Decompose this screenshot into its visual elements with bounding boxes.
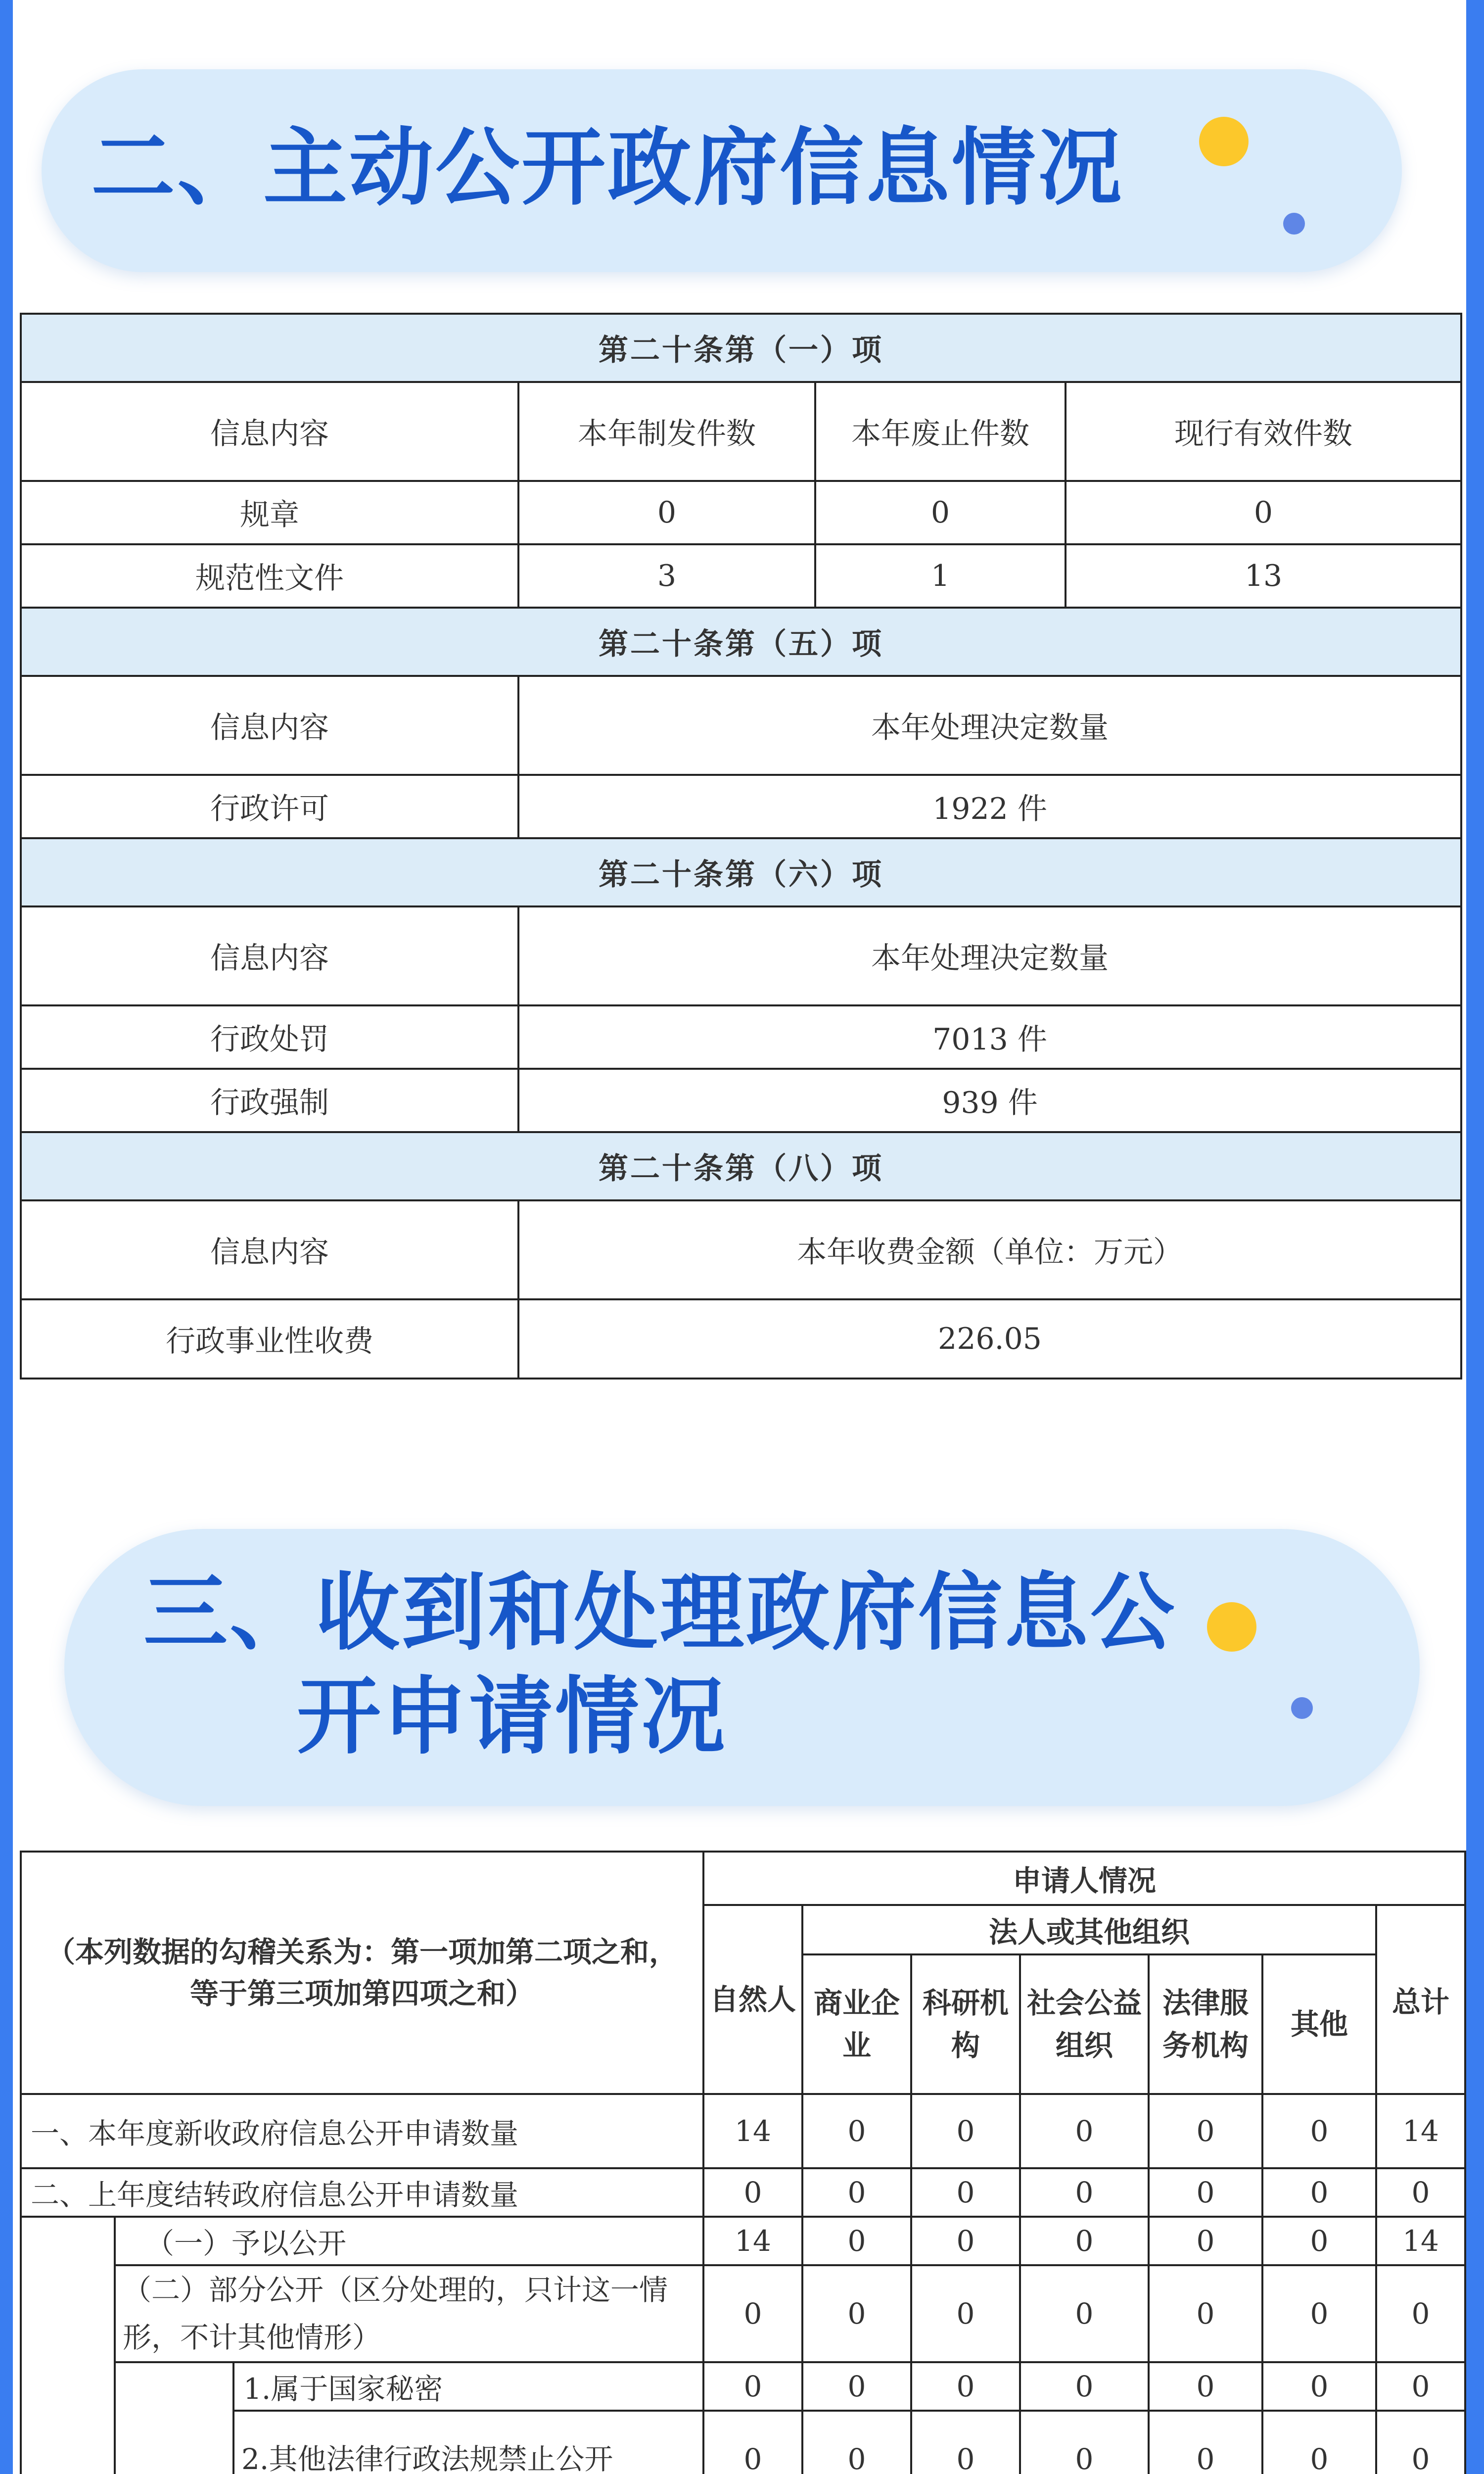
table-row [21,1299,1461,1379]
value-cell: 0 [802,2094,911,2168]
value-cell: 0 [703,2168,802,2217]
value-cell: 13 [1066,544,1461,608]
group-label-withhold [115,2362,233,2474]
value-cell: 0 [1262,2094,1376,2168]
value-cell: 0 [1149,2265,1262,2362]
application-table [20,1851,1466,2474]
yellow-dot-icon [1207,1602,1256,1652]
header-cell: 信息内容 [21,1200,518,1299]
value-cell: 0 [1376,2265,1465,2362]
value-cell: 0 [911,2265,1020,2362]
total-header: 总计 [1376,1905,1465,2094]
value-cell: 0 [1149,2411,1262,2474]
section2-banner [42,69,1402,272]
value-cell: 0 [1149,2168,1262,2217]
header-cell: 本年制发件数 [518,382,815,481]
legal-group-header: 法人或其他组织 [802,1905,1376,1954]
value-cell: 0 [1262,2168,1376,2217]
value-cell: 0 [1020,2265,1149,2362]
table-row [21,481,1461,544]
value-cell: 0 [1020,2362,1149,2411]
value-cell: 0 [802,2217,911,2265]
value-cell: 0 [1262,2265,1376,2362]
header-cell: 本年处理决定数量 [518,676,1461,775]
value-cell: 0 [802,2362,911,2411]
table-row [21,2411,1465,2474]
value-cell: 0 [911,2362,1020,2411]
section3-banner [64,1529,1420,1806]
header-cell: 本年处理决定数量 [518,906,1461,1005]
value-cell: 3 [518,544,815,608]
row-label: 行政处罚 [21,1005,518,1069]
row-label: （二）部分公开（区分处理的，只计这一情形，不计其他情形） [115,2265,703,2362]
value-cell: 0 [1262,2362,1376,2411]
row-label: 规范性文件 [21,544,518,608]
value-cell: 14 [703,2217,802,2265]
value-cell: 0 [1262,2217,1376,2265]
value-cell: 0 [518,481,815,544]
section2-title: 二、主动公开政府信息情况 [91,119,1124,217]
value-cell: 0 [802,2265,911,2362]
table-row [21,544,1461,608]
row-label: 一、本年度新收政府信息公开申请数量 [21,2094,703,2168]
row-label: 行政事业性收费 [21,1299,518,1379]
value-cell: 14 [703,2094,802,2168]
table-row [21,2217,1465,2265]
value-cell: 0 [1149,2362,1262,2411]
value-cell: 0 [802,2411,911,2474]
right-border-stripe [1466,0,1484,2474]
value-cell: 0 [1149,2217,1262,2265]
table-row [21,775,1461,838]
section3-title-line1: 三、收到和处理政府信息公 [143,1564,1177,1662]
value-cell: 1922 件 [518,775,1461,838]
value-cell: 0 [1020,2168,1149,2217]
value-cell: 226.05 [518,1299,1461,1379]
value-cell: 0 [911,2411,1020,2474]
row-label: 1.属于国家秘密 [233,2362,703,2411]
formula-note: （本列数据的勾稽关系为：第一项加第二项之和，等于第三项加第四项之和） [21,1852,703,2094]
col-commercial: 商业企业 [802,1954,911,2094]
table-row [21,1005,1461,1069]
left-border-stripe [0,0,13,2474]
active-disclosure-table [20,313,1462,1380]
article-heading: 第二十条第（六）项 [21,838,1461,906]
value-cell: 0 [815,481,1066,544]
header-cell: 信息内容 [21,382,518,481]
article-heading: 第二十条第（五）项 [21,608,1461,676]
row-label: 行政许可 [21,775,518,838]
section3-title-line2: 开申请情况 [297,1668,728,1766]
value-cell: 14 [1376,2217,1465,2265]
row-label: 行政强制 [21,1069,518,1132]
header-cell: 本年收费金额（单位：万元） [518,1200,1461,1299]
value-cell: 0 [1376,2362,1465,2411]
blue-dot-icon [1291,1697,1313,1719]
value-cell: 1 [815,544,1066,608]
result-group-label [21,2217,115,2474]
value-cell: 0 [1376,2168,1465,2217]
row-label: 二、上年度结转政府信息公开申请数量 [21,2168,703,2217]
value-cell: 0 [1149,2094,1262,2168]
value-cell: 0 [911,2217,1020,2265]
value-cell: 0 [1020,2217,1149,2265]
article-heading: 第二十条第（一）项 [21,314,1461,382]
value-cell: 0 [1376,2411,1465,2474]
table-row [21,2094,1465,2168]
value-cell: 0 [1262,2411,1376,2474]
value-cell: 14 [1376,2094,1465,2168]
yellow-dot-icon [1199,117,1249,166]
col-other: 其他 [1262,1954,1376,2094]
header-cell: 信息内容 [21,906,518,1005]
applicant-header: 申请人情况 [703,1852,1465,1905]
blue-dot-icon [1283,213,1305,235]
value-cell: 0 [802,2168,911,2217]
table-row [21,1069,1461,1132]
value-cell: 0 [703,2411,802,2474]
table-row [21,2362,1465,2411]
table-row [21,2168,1465,2217]
value-cell: 7013 件 [518,1005,1461,1069]
value-cell: 0 [703,2265,802,2362]
value-cell: 0 [911,2094,1020,2168]
value-cell: 0 [1020,2411,1149,2474]
row-label: （一）予以公开 [115,2217,703,2265]
value-cell: 0 [1066,481,1461,544]
row-label: 2.其他法律行政法规禁止公开 [233,2411,703,2474]
row-label: 规章 [21,481,518,544]
value-cell: 0 [911,2168,1020,2217]
col-welfare: 社会公益组织 [1020,1954,1149,2094]
value-cell: 939 件 [518,1069,1461,1132]
col-research: 科研机构 [911,1954,1020,2094]
value-cell: 0 [1020,2094,1149,2168]
col-legal: 法律服务机构 [1149,1954,1262,2094]
header-cell: 现行有效件数 [1066,382,1461,481]
article-heading: 第二十条第（八）项 [21,1132,1461,1200]
value-cell: 0 [703,2362,802,2411]
table-row [21,2265,1465,2362]
header-cell: 信息内容 [21,676,518,775]
header-cell: 本年废止件数 [815,382,1066,481]
natural-person-header: 自然人 [703,1905,802,2094]
